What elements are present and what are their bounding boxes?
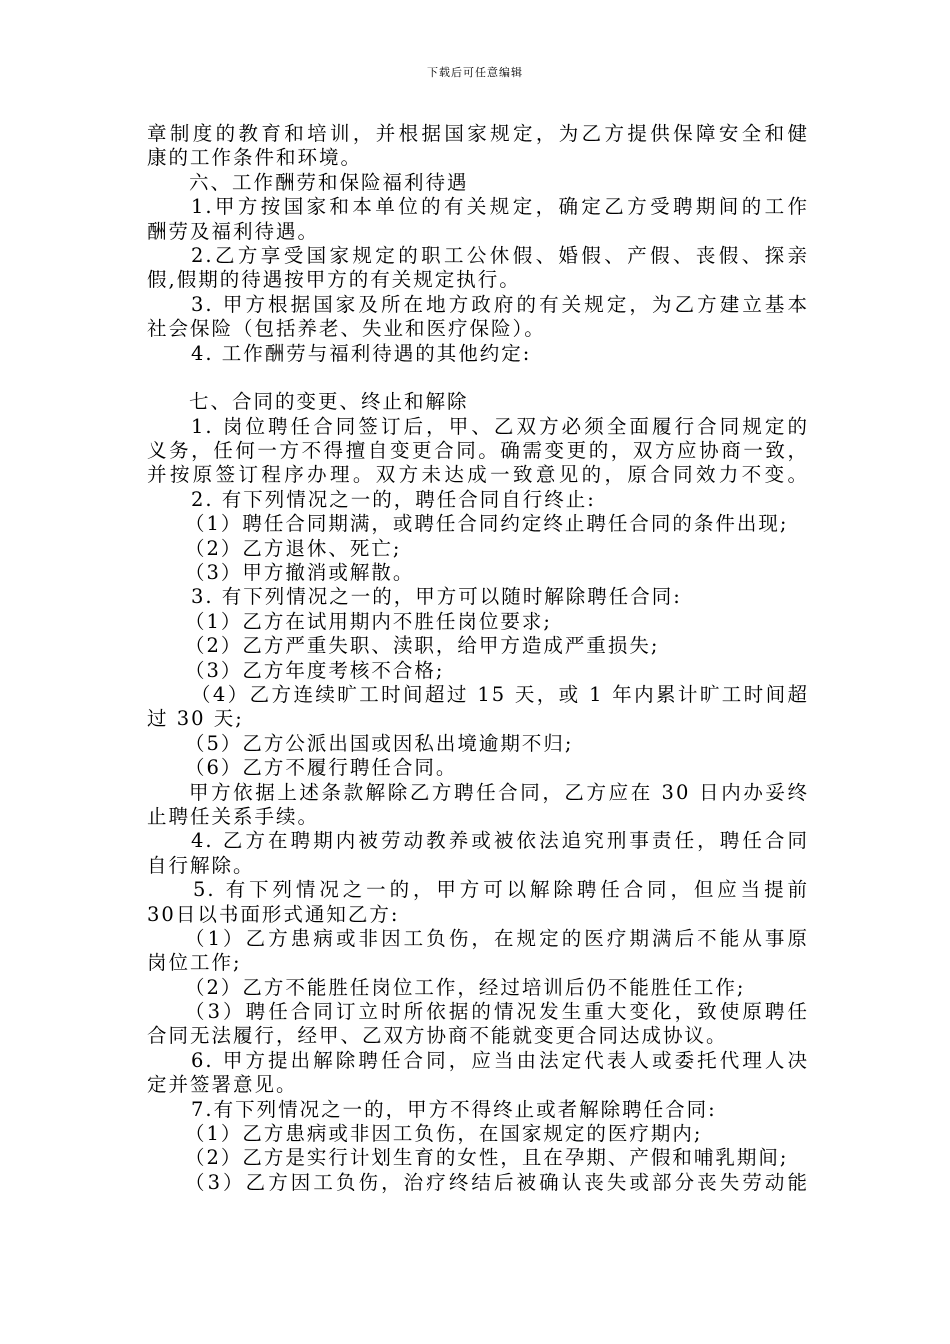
text-line: （2）乙方不能胜任岗位工作，经过培训后仍不能胜任工作; [185,975,746,999]
text-line: 合同无法履行，经甲、乙双方协商不能就变更合同达成协议。 [147,1024,728,1048]
text-line: （2）乙方是实行计划生育的女性，且在孕期、产假和哺乳期间; [185,1146,789,1170]
text-line: （3）乙方因工负伤，治疗终结后被确认丧失或部分丧失劳动能 [185,1170,809,1194]
text-line: （1）乙方在试用期内不胜任岗位要求; [185,609,552,633]
text-line: 义务，任何一方不得擅自变更合同。确需变更的，双方应协商一致， [147,439,809,463]
text-line: 自行解除。 [147,853,255,877]
text-line: 6. 甲方提出解除聘任合同，应当由法定代表人或委托代理人决 [191,1048,809,1072]
text-line: 岗位工作; [147,951,242,975]
text-line: 3. 甲方根据国家及所在地方政府的有关规定，为乙方建立基本 [191,292,809,316]
text-line: 酬劳及福利待遇。 [147,219,320,243]
text-line: 七、合同的变更、终止和解除 [189,390,469,414]
document-body [147,122,809,1195]
text-line: （3）聘任合同订立时所依据的情况发生重大变化，致使原聘任 [185,1000,809,1024]
text-line: 1. 岗位聘任合同签订后，甲、乙双方必须全面履行合同规定的 [191,414,809,438]
text-line: 30日以书面形式通知乙方: [147,902,400,926]
text-line: （3）甲方撤消或解散。 [185,561,415,585]
text-line: （1）乙方患病或非因工负伤，在国家规定的医疗期内; [185,1122,703,1146]
text-line: （1）乙方患病或非因工负伤，在规定的医疗期满后不能从事原 [185,926,809,950]
text-line: 甲方依据上述条款解除乙方聘任合同，乙方应在 30 日内办妥终 [189,780,809,804]
text-line: （4）乙方连续旷工时间超过 15 天，或 1 年内累计旷工时间超 [191,682,809,706]
text-line: 社会保险（包括养老、失业和医疗保险）。 [147,317,546,341]
text-line: 假,假期的待遇按甲方的有关规定执行。 [147,268,521,292]
text-line: 六、工作酬劳和保险福利待遇 [189,170,469,194]
text-line: 4. 乙方在聘期内被劳动教养或被依法追究刑事责任，聘任合同 [191,829,809,853]
blank-line [147,366,809,390]
text-line: 7.有下列情况之一的，甲方不得终止或者解除聘任合同: [191,1097,717,1121]
text-line: 止聘任关系手续。 [147,804,320,828]
text-line: （3）乙方年度考核不合格; [185,658,445,682]
text-line: （6）乙方不履行聘任合同。 [185,756,458,780]
text-line: 2.乙方享受国家规定的职工公休假、婚假、产假、丧假、探亲 [191,243,809,267]
page-header: 下载后可任意编辑 [427,66,523,79]
text-line: 5. 有下列情况之一的，甲方可以解除聘任合同，但应当提前 [193,878,809,902]
text-line: 章制度的教育和培训，并根据国家规定，为乙方提供保障安全和健 [147,122,809,145]
text-line: （2）乙方严重失职、渎职，给甲方造成严重损失; [185,634,660,658]
text-line: 1.甲方按国家和本单位的有关规定，确定乙方受聘期间的工作 [191,195,809,219]
text-line: 并按原签订程序办理。双方未达成一致意见的，原合同效力不变。 [147,463,809,487]
text-line: （2）乙方退休、死亡; [185,536,402,560]
text-line: 3. 有下列情况之一的，甲方可以随时解除聘任合同: [191,585,682,609]
text-line: （1）聘任合同期满，或聘任合同约定终止聘任合同的条件出现; [185,512,789,536]
text-line: 4. 工作酬劳与福利待遇的其他约定: [191,341,532,365]
text-line: 定并签署意见。 [147,1073,298,1097]
text-line: 康的工作条件和环境。 [147,146,363,170]
text-line: （5）乙方公派出国或因私出境逾期不归; [185,731,574,755]
text-line: 过 30 天; [147,707,244,731]
text-line: 2. 有下列情况之一的，聘任合同自行终止: [191,487,596,511]
